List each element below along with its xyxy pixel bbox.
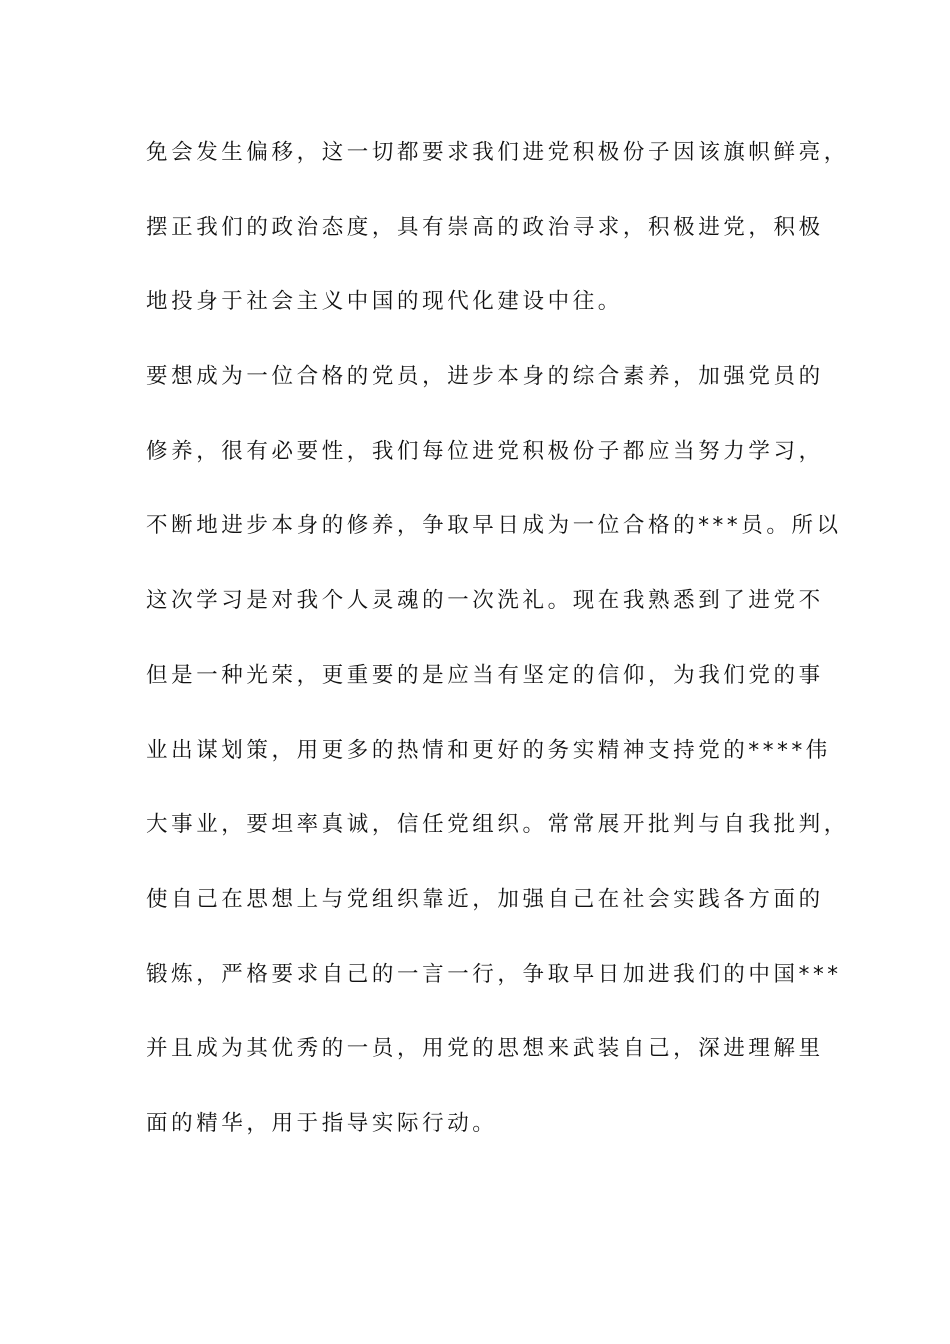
text-line: 面的精华，用于指导实际行动。 <box>146 1110 498 1136</box>
text-line: 免会发生偏移，这一切都要求我们进党积极份子因该旗帜鲜亮， <box>146 140 849 165</box>
text-line: 并且成为其优秀的一员，用党的思想来武装自己，深进理解里 <box>146 1036 824 1062</box>
text-line: 使自己在思想上与党组织靠近，加强自己在社会实践各方面的 <box>146 886 824 912</box>
body-text <box>146 130 849 1176</box>
text-line: 不断地进步本身的修养，争取早日成为一位合格的***员。所以 <box>146 513 842 539</box>
text-line: 大事业，要坦率真诚，信任党组织。常常展开批判与自我批判， <box>146 812 849 838</box>
text-line: 锻炼，严格要求自己的一言一行，争取早日加进我们的中国*** <box>146 961 842 987</box>
text-line: 业出谋划策，用更多的热情和更好的务实精神支持党的****伟 <box>146 737 831 763</box>
text-line: 地投身于社会主义中国的现代化建设中往。 <box>146 289 623 315</box>
text-line: 修养，很有必要性，我们每位进党积极份子都应当努力学习， <box>146 438 824 464</box>
text-line: 要想成为一位合格的党员，进步本身的综合素养，加强党员的 <box>146 364 824 390</box>
text-line: 但是一种光荣，更重要的是应当有坚定的信仰，为我们党的事 <box>146 662 824 688</box>
text-line: 这次学习是对我个人灵魂的一次洗礼。现在我熟悉到了进党不 <box>146 588 824 614</box>
text-line: 摆正我们的政治态度，具有崇高的政治寻求，积极进党，积极 <box>146 214 824 240</box>
